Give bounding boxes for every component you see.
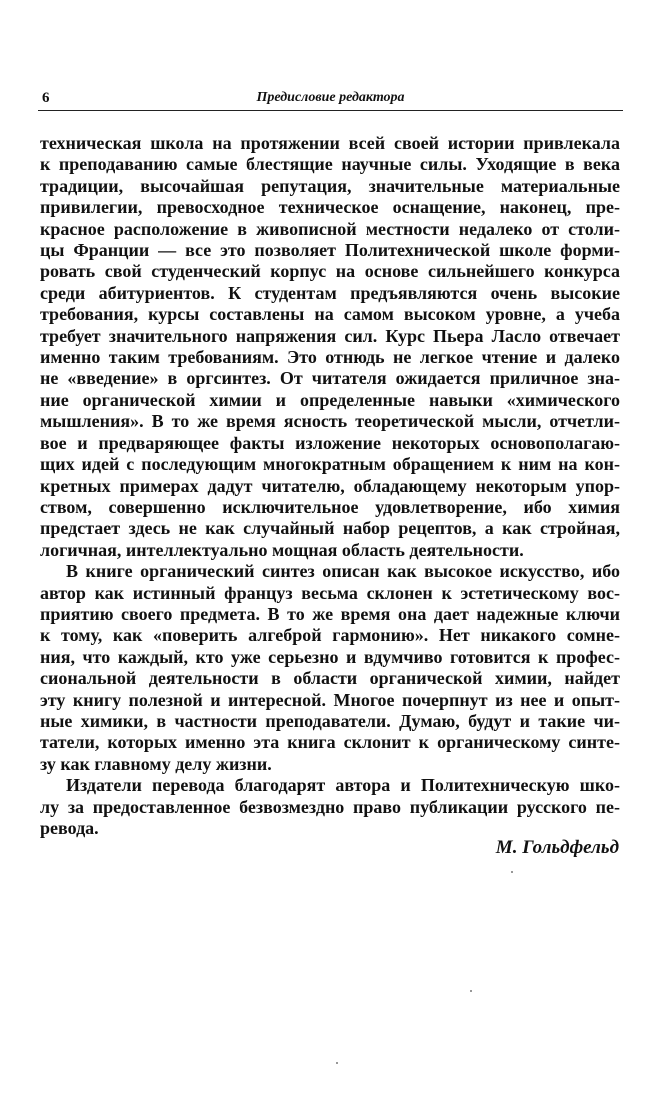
text-line: ровать свой студенческий корпус на основе сильнейшего конкурса (40, 261, 620, 282)
paragraph-3 (40, 775, 620, 839)
text-line: вое и предваряющее факты изложение некоторых основополагаю- (40, 432, 620, 453)
text-line: щих идей с последующим многократным обращением к ним на кон- (40, 454, 620, 475)
text-line: не «введение» в оргсинтез. От читателя ожидается приличное зна- (40, 368, 620, 389)
scan-speck (336, 1062, 338, 1064)
text-line: традиции, высочайшая репутация, значительные материальные (40, 175, 620, 196)
text-line: техническая школа на протяжении всей своей истории привлекала (40, 133, 620, 153)
text-line: Издатели перевода благодарят автора и Политехническую шко- (66, 775, 620, 796)
text-line: среди абитуриентов. К студентам предъявляются очень высокие (40, 282, 620, 303)
paragraph-1 (40, 133, 620, 561)
text-line: требует значительного напряжения сил. Курс Пьера Ласло отвечает (40, 325, 620, 346)
signature: М. Гольдфельд (495, 837, 619, 858)
text-line: именно таким требованиям. Это отнюдь не легкое чтение и далеко (40, 347, 620, 368)
text-line: цы Франции — все это позволяет Политехнической школе форми- (40, 240, 620, 261)
running-head (38, 88, 623, 111)
text-line: ством, совершенно исключительное удовлетворение, ибо химия (40, 496, 620, 517)
body-text (40, 133, 620, 839)
text-line: красное расположение в живописной местности недалеко от столи- (40, 218, 620, 239)
text-line: В книге органический синтез описан как высокое искусство, ибо (66, 561, 620, 582)
running-title: Предисловие редактора (256, 90, 405, 105)
text-line: логичная, интеллектуально мощная область деятельности. (40, 539, 524, 560)
text-line: сиональной деятельности в области органической химии, найдет (40, 668, 620, 689)
text-line: требования, курсы составлены на самом высоком уровне, а учеба (40, 304, 620, 325)
text-line: эту книгу полезной и интересной. Многое почерпнут из нее и опыт- (40, 689, 620, 710)
paragraph-2 (40, 561, 620, 775)
text-line: зу как главному делу жизни. (40, 753, 272, 774)
text-line: привилегии, превосходное техническое оснащение, наконец, пре- (40, 197, 620, 218)
text-line: к тому, как «поверить алгеброй гармонию». Нет никакого сомне- (40, 625, 620, 646)
text-line: приятию своего предмета. В то же время она дает надежные ключи (40, 603, 620, 624)
text-line: к преподаванию самые блестящие научные силы. Уходящие в века (40, 154, 620, 175)
text-line: предстает здесь не как случайный набор рецептов, а как стройная, (40, 518, 620, 539)
text-line: ние органической химии и определенные навыки «химического (40, 389, 620, 410)
text-line: ния, что каждый, кто уже серьезно и вдумчиво готовится к профес- (40, 646, 620, 667)
text-line: ревода. (40, 818, 99, 838)
text-line: мышления». В то же время ясность теоретической мысли, отчетли- (40, 411, 620, 432)
text-line: автор как истинный француз весьма склонен к эстетическому вос- (40, 582, 620, 603)
text-line: кретных примерах дадут читателю, обладающему некоторым упор- (40, 475, 620, 496)
text-line: лу за предоставленное безвозмездно право публикации русского пе- (40, 796, 620, 817)
text-line: татели, которых именно эта книга склонит к органическому синте- (40, 732, 620, 753)
text-line: ные химики, в частности преподаватели. Думаю, будут и такие чи- (40, 710, 620, 731)
scan-speck (511, 871, 513, 873)
scan-speck (470, 990, 472, 992)
page-number: 6 (42, 90, 50, 106)
